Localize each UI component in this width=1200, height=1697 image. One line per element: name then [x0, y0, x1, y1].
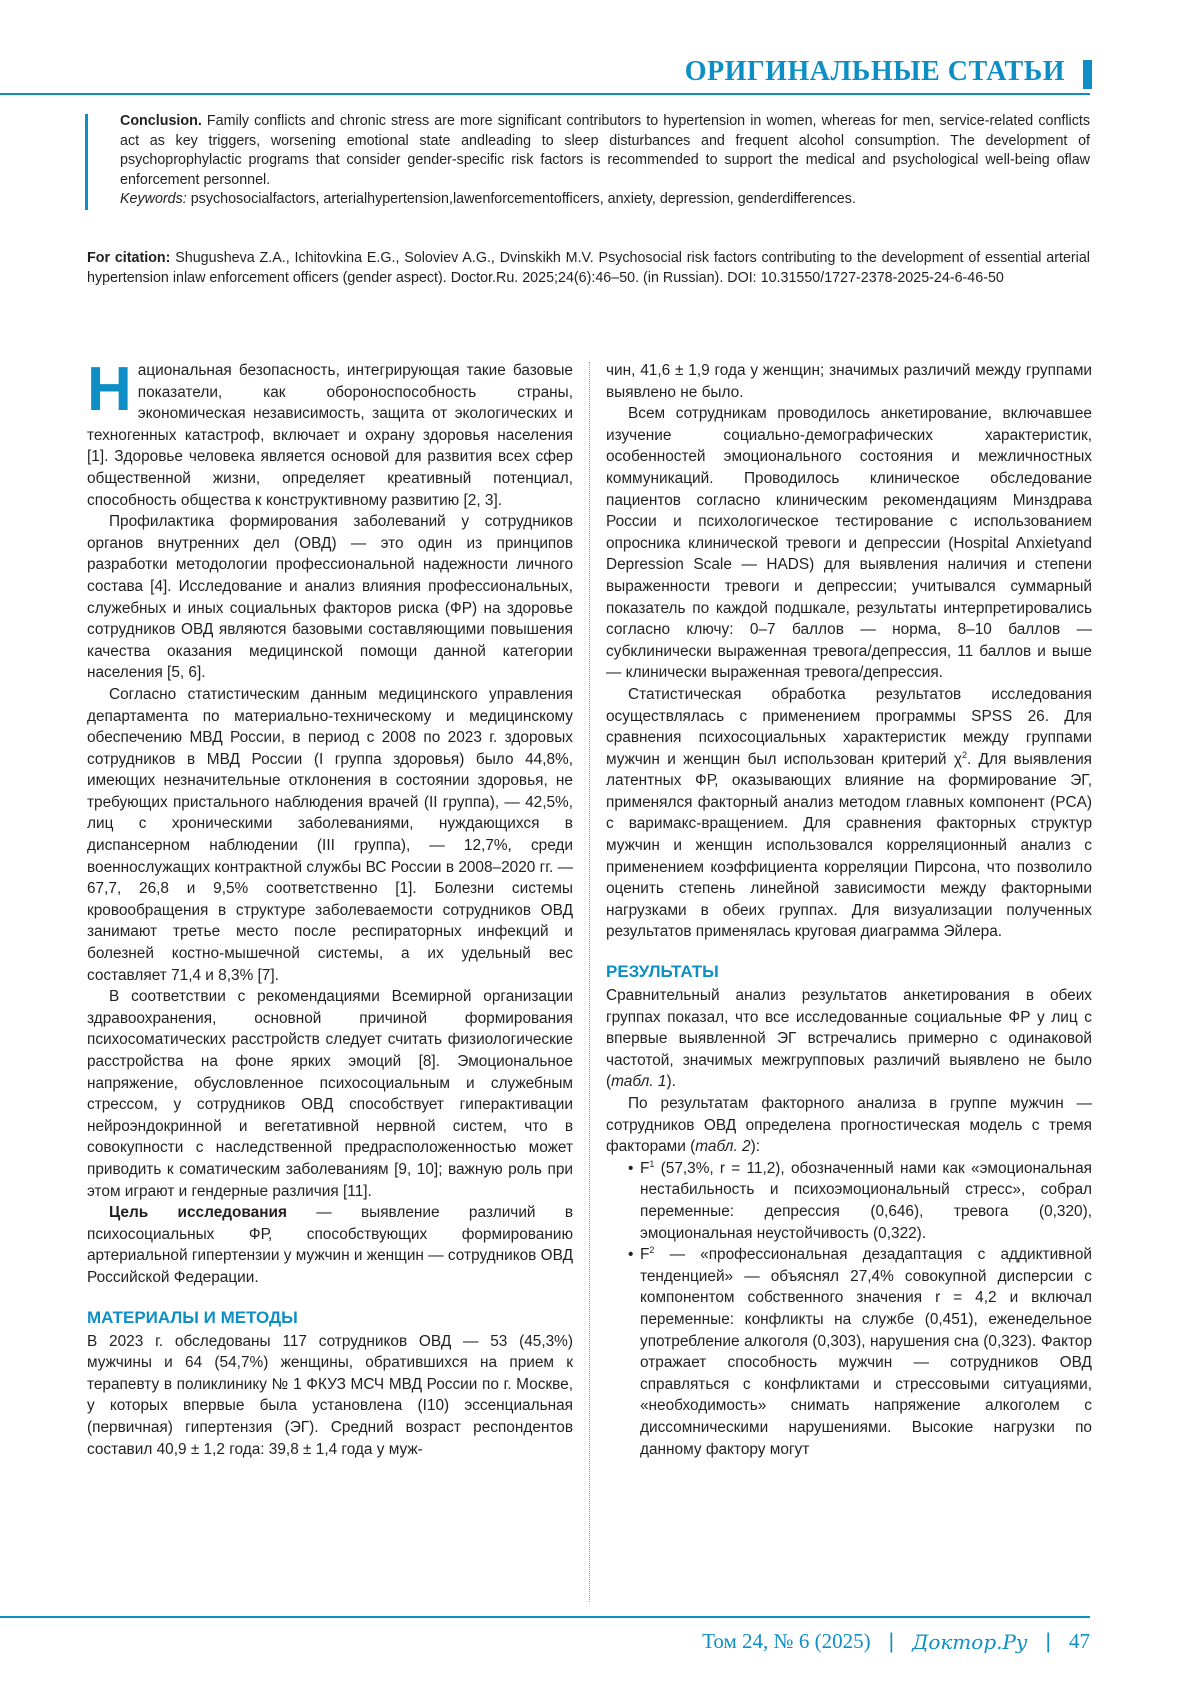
list-item-text: — «профессиональная дезадаптация с аддиктивной тенденцией» — объяснял 27,4% совокупной дисперсии с компонентом собственного значения r = 4,2 и включал переменные: конфликты на службе (0,451), еженедельное употребление алкоголя (0,303), нарушения сна (0,323). Фактор отражает способность мужчин — сотрудников ОВД справляться с конфликтами и стрессовыми ситуациями, «необходимость» снимать напряжение алкоголем с диссомническими нарушениями. Высокие нагрузки по данному фактору могут — [640, 1246, 1092, 1457]
paragraph: чин, 41,6 ± 1,9 года у женщин; значимых различий между группами выявлено не было. — [606, 360, 1092, 403]
paragraph-text: По результатам факторного анализа в группе мужчин — сотрудников ОВД определена прогностическая модель с тремя факторами ( — [606, 1095, 1092, 1155]
paragraph-text: . Для выявления латентных ФР, оказывающих влияние на формирование ЭГ, применялся факторный анализ методом главных компонент (PCA) с варимакс-вращением. Для сравнения факторных структур мужчин и женщин использовался корреляционный анализ с применением коэффициента корреляции Пирсона, что позволило оценить степень линейной зависимости между факторными нагрузками в обеих группах. Для визуализации полученных результатов применялась круговая диаграмма Эйлера. — [606, 751, 1092, 941]
table-reference: табл. 2 — [695, 1138, 750, 1155]
volume-issue: Том 24, № 6 (2025) — [702, 1629, 870, 1654]
paragraph — [606, 1093, 1092, 1158]
conclusion-text: Family conflicts and chronic stress are more significant contributors to hypertension in women, whereas for men, service-related conflicts act as key triggers, worsening emotional state andleading to sleep disturbances and frequent alcohol consumption. The development of psychoprophylactic programs that consider gender-specific risk factors is recommended to support the medical and psychological well-being oflaw enforcement personnel. — [120, 113, 1090, 188]
aim-text: — выявление различий в психосоциальных ФР, способствующих формированию артериальной гипертензии у мужчин и женщин — сотрудников ОВД Российской Федерации. — [87, 1204, 573, 1286]
journal-logo: Доктор.Ру — [912, 1630, 1027, 1654]
paragraph: В соответствии с рекомендациями Всемирной организации здравоохранения, основной причиной формирования психосоматических расстройств следует считать физиологические расстройства на фоне ярких эмоций [8]. Эмоциональное напряжение, обусловленное психосоциальным и служебным стрессом, у сотрудников ОВД способствует гиперактивации нейроэндокринной и вегетативной нервной систем, что в совокупности с наследственной предрасположенностью может приводить к соматическим заболеваниям [9, 10]; важную роль при этом играют и гендерные различия [11]. — [87, 986, 573, 1202]
factor-symbol: F — [640, 1160, 649, 1177]
aim-label: Цель исследования — [109, 1204, 287, 1221]
footer — [702, 1629, 1090, 1654]
keywords-label: Keywords: — [120, 191, 187, 207]
conclusion-paragraph — [120, 112, 1090, 190]
paragraph-aim — [87, 1202, 573, 1288]
footer-separator: | — [889, 1630, 894, 1654]
abstract-conclusion — [120, 112, 1090, 210]
heading-results: РЕЗУЛЬТАТЫ — [606, 961, 1092, 983]
dropcap: Н — [87, 362, 132, 418]
paragraph: В 2023 г. обследованы 117 сотрудников ОВД — 53 (45,3%) мужчины и 64 (54,7%) женщины, обратившихся на прием к терапевту в поликлинику № 1 ФКУЗ МСЧ МВД России по г. Москве, у которых впервые была установлена (I10) эссенциальная (первичная) гипертензия (ЭГ). Средний возраст респондентов составил 40,9 ± 1,2 года: 39,8 ± 1,4 года у муж- — [87, 1331, 573, 1461]
paragraph: Всем сотрудникам проводилось анкетирование, включавшее изучение социально-демографических характеристик, особенностей эмоционального состояния и межличностных коммуникаций. Проводилось клиническое обследование пациентов согласно клиническим рекомендациям Минздрава России и психологическое тестирование с использованием опросника клинической тревоги и депрессии (Hospital Anxietyand Depression Scale — HADS) для выявления наличия и степени выраженности тревоги и депрессии; учитывался суммарный показатель по каждой подшкале, результаты интерпретировались согласно ключу: 0–7 баллов — норма, 8–10 баллов — субклинически выраженная тревога/депрессия, 11 баллов и выше — клинически выраженная тревога/депрессия. — [606, 403, 1092, 684]
paragraph-text: ациональная безопасность, интегрирующая такие базовые показатели, как обороноспособность страны, экономическая независимость, защита от экологических и техногенных катастроф, включает и охрану здоровья населения [1]. Здоровье человека является основой для развития всех сфер общественной жизни, определяет креативный потенциал, способность общества к конструктивному развитию [2, 3]. — [87, 362, 573, 509]
keywords — [120, 190, 1090, 210]
paragraph-text: Статистическая обработка результатов исследования осуществлялась с применением программы SPSS 26. Для сравнения психосоциальных характеристик между группами мужчин и женщин был использован критерий χ — [606, 686, 1092, 768]
paragraph-intro — [87, 360, 573, 511]
header-rule — [0, 93, 1090, 95]
superscript: 2 — [962, 750, 967, 760]
paragraph-text: ): — [751, 1138, 760, 1155]
paragraph-text: ). — [666, 1073, 675, 1090]
paragraph — [606, 684, 1092, 943]
column-right — [606, 360, 1092, 1460]
table-reference: табл. 1 — [611, 1073, 666, 1090]
page-number: 47 — [1069, 1629, 1090, 1654]
factor-symbol: F — [640, 1246, 649, 1263]
abstract-accent-bar — [85, 114, 88, 210]
keywords-text: psychosocialfactors, arterialhypertension,lawenforcementofficers, anxiety, depression, genderdifferences. — [187, 191, 856, 207]
citation-label: For citation: — [87, 250, 170, 266]
paragraph-text: Сравнительный анализ результатов анкетирования в обеих группах показал, что все исследованные социальные ФР у лиц с впервые выявленной ЭГ встречались примерно с одинаковой частотой, значимых межгрупповых различий выявлено не было ( — [606, 987, 1092, 1090]
paragraph — [606, 985, 1092, 1093]
list-item — [628, 1158, 1092, 1244]
list-item — [628, 1244, 1092, 1460]
paragraph: Профилактика формирования заболеваний у сотрудников органов внутренних дел (ОВД) — это один из принципов разработки методологии профессиональной надежности личного состава [4]. Исследование и анализ влияния профессиональных, служебных и иных социальных факторов риска (ФР) на здоровье сотрудников ОВД являются базовыми составляющими повышения качества оказания медицинской помощи данной категории населения [5, 6]. — [87, 511, 573, 684]
citation — [87, 249, 1090, 288]
superscript: 1 — [649, 1159, 654, 1169]
header-accent-bar — [1083, 60, 1092, 89]
factor-list — [606, 1158, 1092, 1460]
column-left — [87, 360, 573, 1460]
column-separator — [589, 362, 590, 1602]
conclusion-label: Conclusion. — [120, 113, 202, 129]
citation-text: Shugusheva Z.A., Ichitovkina E.G., Soloviev A.G., Dvinskikh M.V. Psychosocial risk factors contributing to the development of essential arterial hypertension inlaw enforcement officers (gender aspect). Doctor.Ru. 2025;24(6):46–50. (in Russian). DOI: 10.31550/1727-2378-2025-24-6-46-50 — [87, 250, 1090, 286]
superscript: 2 — [649, 1245, 654, 1255]
paragraph: Согласно статистическим данным медицинского управления департамента по материально-техническому и медицинскому обеспечению МВД России, в период с 2008 по 2023 г. здоровых сотрудников в МВД России (I группа здоровья) было 44,8%, имеющих незначительные отклонения в состоянии здоровья, не требующих пристального наблюдения врачей (II группа), — 42,5%, лиц с хроническими заболеваниями, нуждающихся в диспансерном наблюдении (III группа), — 12,7%, среди военнослужащих контрактной службы ВС России в 2008–2020 гг. — 67,7, 26,8 и 9,5% соответственно [1]. Болезни системы кровообращения в структуре заболеваемости сотрудников ОВД занимают третье место после респираторных инфекций и болезней костно-мышечной системы, а их удельный вес составляет 71,4 и 8,3% [7]. — [87, 684, 573, 986]
section-title: ОРИГИНАЛЬНЫЕ СТАТЬИ — [685, 56, 1065, 88]
heading-methods: МАТЕРИАЛЫ И МЕТОДЫ — [87, 1307, 573, 1329]
footer-rule — [0, 1616, 1090, 1618]
list-item-text: (57,3%, r = 11,2), обозначенный нами как «эмоциональная нестабильность и психоэмоциональный стресс», собрал переменные: депрессия (0,646), тревога (0,320), эмоциональная неустойчивость (0,322). — [640, 1160, 1092, 1242]
footer-separator: | — [1046, 1630, 1051, 1654]
